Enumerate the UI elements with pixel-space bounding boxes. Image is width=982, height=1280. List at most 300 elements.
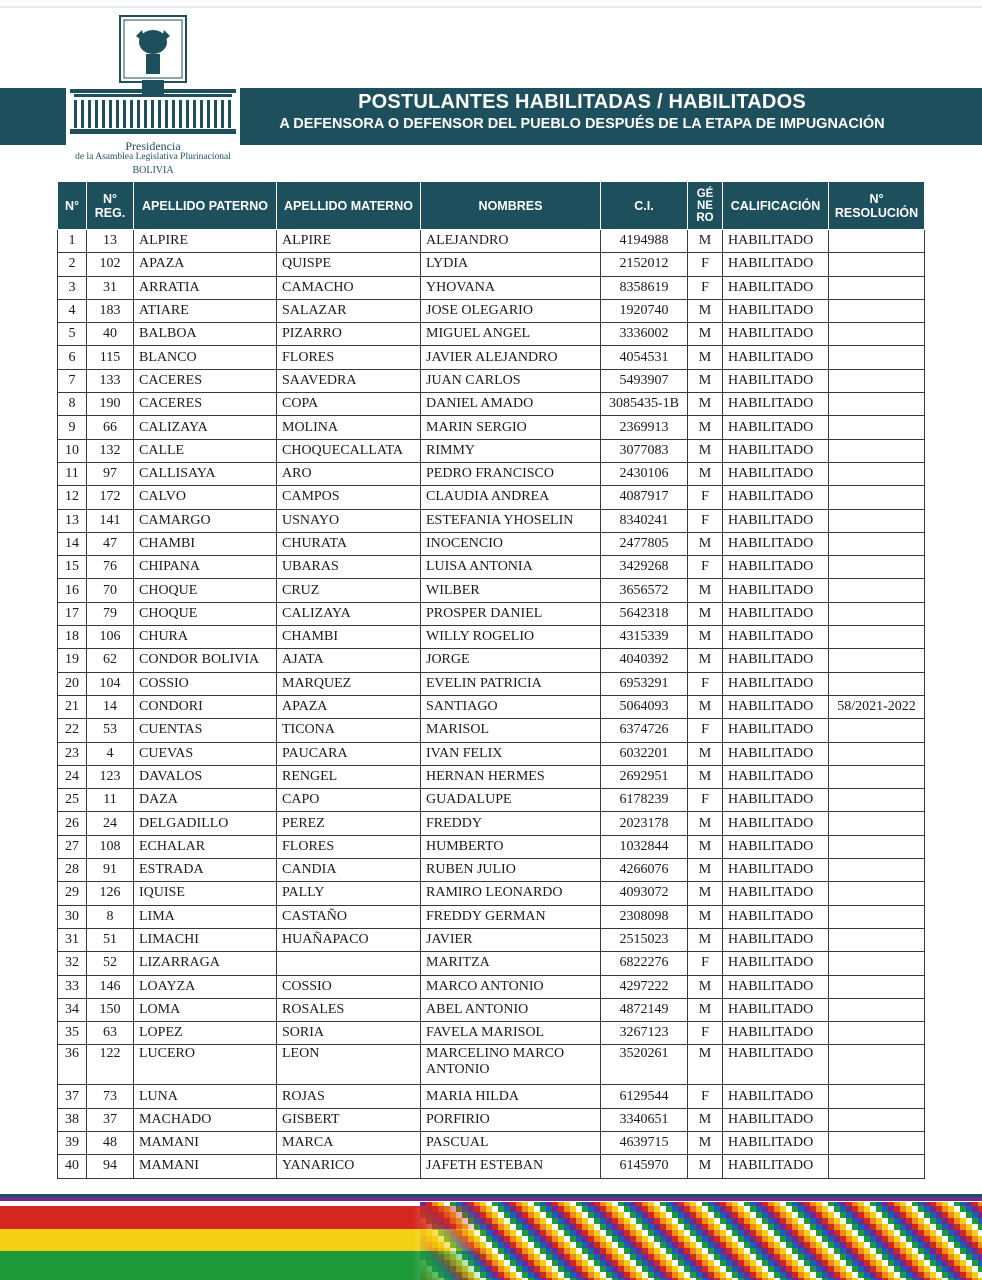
cell-qualification: HABILITADO	[723, 835, 829, 858]
cell-ci-number: 4054531	[601, 346, 688, 369]
cell-maternal-surname: COPA	[277, 393, 421, 416]
cell-resolution-number	[829, 789, 925, 812]
table-row	[58, 1022, 925, 1045]
cell-ci-number: 2308098	[601, 905, 688, 928]
cell-gender: F	[688, 672, 723, 695]
cell-given-names: IVAN FELIX	[421, 742, 601, 765]
cell-maternal-surname: FLORES	[277, 346, 421, 369]
cell-gender: M	[688, 1045, 723, 1085]
cell-maternal-surname: YANARICO	[277, 1155, 421, 1178]
cell-registry-number: 115	[87, 346, 134, 369]
cell-paternal-surname: CUEVAS	[134, 742, 277, 765]
table-body	[58, 230, 925, 1179]
cell-registry-number: 108	[87, 835, 134, 858]
logo-line-3: BOLIVIA	[132, 165, 174, 176]
bolivian-flag-wiphala-icon	[0, 1194, 982, 1280]
cell-resolution-number	[829, 742, 925, 765]
cell-resolution-number	[829, 1108, 925, 1131]
cell-gender: M	[688, 928, 723, 951]
cell-given-names: RIMMY	[421, 439, 601, 462]
cell-paternal-surname: ECHALAR	[134, 835, 277, 858]
cell-qualification: HABILITADO	[723, 789, 829, 812]
cell-maternal-surname: CASTAÑO	[277, 905, 421, 928]
table-row	[58, 626, 925, 649]
cell-registry-number: 97	[87, 462, 134, 485]
cell-maternal-surname: AJATA	[277, 649, 421, 672]
cell-row-number: 12	[58, 486, 87, 509]
cell-ci-number: 6178239	[601, 789, 688, 812]
cell-resolution-number	[829, 1085, 925, 1108]
cell-registry-number: 73	[87, 1085, 134, 1108]
cell-maternal-surname: CHURATA	[277, 532, 421, 555]
cell-row-number: 19	[58, 649, 87, 672]
cell-qualification: HABILITADO	[723, 532, 829, 555]
cell-resolution-number	[829, 509, 925, 532]
cell-gender: M	[688, 742, 723, 765]
cell-qualification: HABILITADO	[723, 1108, 829, 1131]
cell-gender: M	[688, 626, 723, 649]
cell-paternal-surname: BLANCO	[134, 346, 277, 369]
cell-ci-number: 2152012	[601, 253, 688, 276]
cell-ci-number: 3336002	[601, 323, 688, 346]
cell-given-names: DANIEL AMADO	[421, 393, 601, 416]
cell-registry-number: 104	[87, 672, 134, 695]
cell-registry-number: 106	[87, 626, 134, 649]
cell-gender: F	[688, 952, 723, 975]
cell-ci-number: 4087917	[601, 486, 688, 509]
cell-ci-number: 4093072	[601, 882, 688, 905]
cell-maternal-surname: UBARAS	[277, 556, 421, 579]
cell-paternal-surname: DAZA	[134, 789, 277, 812]
cell-ci-number: 3340651	[601, 1108, 688, 1131]
cell-maternal-surname: HUAÑAPACO	[277, 928, 421, 951]
cell-gender: M	[688, 812, 723, 835]
cell-given-names: MARITZA	[421, 952, 601, 975]
cell-paternal-surname: CHURA	[134, 626, 277, 649]
table-row	[58, 393, 925, 416]
cell-ci-number: 2430106	[601, 462, 688, 485]
cell-resolution-number	[829, 439, 925, 462]
cell-ci-number: 8340241	[601, 509, 688, 532]
cell-gender: M	[688, 416, 723, 439]
table-row	[58, 882, 925, 905]
cell-paternal-surname: MAMANI	[134, 1131, 277, 1154]
cell-registry-number: 66	[87, 416, 134, 439]
cell-paternal-surname: LUCERO	[134, 1045, 277, 1085]
cell-paternal-surname: APAZA	[134, 253, 277, 276]
cell-row-number: 22	[58, 719, 87, 742]
cell-given-names: MARIN SERGIO	[421, 416, 601, 439]
cell-qualification: HABILITADO	[723, 905, 829, 928]
cell-gender: M	[688, 532, 723, 555]
cell-maternal-surname: ROSALES	[277, 998, 421, 1021]
cell-resolution-number	[829, 1022, 925, 1045]
cell-qualification: HABILITADO	[723, 1045, 829, 1085]
cell-gender: M	[688, 859, 723, 882]
cell-resolution-number	[829, 276, 925, 299]
cell-row-number: 6	[58, 346, 87, 369]
cell-paternal-surname: LIMACHI	[134, 928, 277, 951]
cell-registry-number: 11	[87, 789, 134, 812]
cell-row-number: 37	[58, 1085, 87, 1108]
cell-given-names: EVELIN PATRICIA	[421, 672, 601, 695]
cell-registry-number: 24	[87, 812, 134, 835]
cell-ci-number: 4040392	[601, 649, 688, 672]
table-row	[58, 719, 925, 742]
cell-gender: F	[688, 1085, 723, 1108]
cell-given-names: MARCO ANTONIO	[421, 975, 601, 998]
cell-given-names: FREDDY	[421, 812, 601, 835]
cell-ci-number: 6129544	[601, 1085, 688, 1108]
cell-gender: M	[688, 1131, 723, 1154]
cell-resolution-number	[829, 462, 925, 485]
palace-emblem-icon	[66, 14, 240, 139]
cell-maternal-surname: CAMACHO	[277, 276, 421, 299]
cell-qualification: HABILITADO	[723, 486, 829, 509]
cell-row-number: 10	[58, 439, 87, 462]
cell-given-names: JAVIER ALEJANDRO	[421, 346, 601, 369]
cell-given-names: YHOVANA	[421, 276, 601, 299]
table-row	[58, 952, 925, 975]
cell-row-number: 7	[58, 369, 87, 392]
cell-ci-number: 3077083	[601, 439, 688, 462]
cell-row-number: 28	[58, 859, 87, 882]
cell-paternal-surname: ALPIRE	[134, 230, 277, 253]
cell-paternal-surname: LIMA	[134, 905, 277, 928]
cell-resolution-number	[829, 230, 925, 253]
cell-given-names: PROSPER DANIEL	[421, 602, 601, 625]
cell-given-names: INOCENCIO	[421, 532, 601, 555]
cell-maternal-surname: MARQUEZ	[277, 672, 421, 695]
cell-gender: M	[688, 369, 723, 392]
cell-maternal-surname: USNAYO	[277, 509, 421, 532]
cell-resolution-number	[829, 369, 925, 392]
cell-resolution-number	[829, 1155, 925, 1178]
cell-ci-number: 4639715	[601, 1131, 688, 1154]
cell-gender: M	[688, 882, 723, 905]
cell-qualification: HABILITADO	[723, 719, 829, 742]
cell-ci-number: 2515023	[601, 928, 688, 951]
cell-gender: M	[688, 393, 723, 416]
cell-row-number: 29	[58, 882, 87, 905]
cell-qualification: HABILITADO	[723, 695, 829, 718]
cell-row-number: 17	[58, 602, 87, 625]
cell-row-number: 15	[58, 556, 87, 579]
cell-qualification: HABILITADO	[723, 882, 829, 905]
cell-paternal-surname: LIZARRAGA	[134, 952, 277, 975]
cell-gender: M	[688, 439, 723, 462]
cell-ci-number: 4194988	[601, 230, 688, 253]
cell-maternal-surname: CAMPOS	[277, 486, 421, 509]
cell-registry-number: 190	[87, 393, 134, 416]
cell-qualification: HABILITADO	[723, 509, 829, 532]
cell-qualification: HABILITADO	[723, 323, 829, 346]
cell-qualification: HABILITADO	[723, 462, 829, 485]
cell-ci-number: 4297222	[601, 975, 688, 998]
cell-resolution-number	[829, 649, 925, 672]
cell-registry-number: 122	[87, 1045, 134, 1085]
cell-registry-number: 172	[87, 486, 134, 509]
cell-row-number: 40	[58, 1155, 87, 1178]
cell-registry-number: 4	[87, 742, 134, 765]
cell-resolution-number	[829, 253, 925, 276]
cell-gender: M	[688, 905, 723, 928]
cell-given-names: JAFETH ESTEBAN	[421, 1155, 601, 1178]
cell-resolution-number	[829, 602, 925, 625]
table-row	[58, 230, 925, 253]
cell-ci-number: 2023178	[601, 812, 688, 835]
cell-paternal-surname: CALVO	[134, 486, 277, 509]
cell-maternal-surname: ROJAS	[277, 1085, 421, 1108]
cell-row-number: 21	[58, 695, 87, 718]
cell-gender: M	[688, 230, 723, 253]
cell-qualification: HABILITADO	[723, 1131, 829, 1154]
cell-resolution-number	[829, 905, 925, 928]
cell-resolution-number	[829, 998, 925, 1021]
cell-ci-number: 5064093	[601, 695, 688, 718]
cell-gender: F	[688, 276, 723, 299]
cell-maternal-surname: SORIA	[277, 1022, 421, 1045]
cell-resolution-number	[829, 393, 925, 416]
cell-row-number: 30	[58, 905, 87, 928]
cell-row-number: 3	[58, 276, 87, 299]
cell-maternal-surname: RENGEL	[277, 765, 421, 788]
cell-maternal-surname: CRUZ	[277, 579, 421, 602]
table-row	[58, 579, 925, 602]
cell-resolution-number: 58/2021-2022	[829, 695, 925, 718]
cell-gender: M	[688, 765, 723, 788]
cell-qualification: HABILITADO	[723, 1085, 829, 1108]
table-row	[58, 1155, 925, 1178]
cell-ci-number: 4315339	[601, 626, 688, 649]
cell-given-names: JUAN CARLOS	[421, 369, 601, 392]
cell-qualification: HABILITADO	[723, 299, 829, 322]
cell-resolution-number	[829, 416, 925, 439]
cell-resolution-number	[829, 1131, 925, 1154]
table-row	[58, 649, 925, 672]
cell-gender: F	[688, 486, 723, 509]
cell-row-number: 33	[58, 975, 87, 998]
cell-gender: M	[688, 346, 723, 369]
cell-given-names: CLAUDIA ANDREA	[421, 486, 601, 509]
cell-paternal-surname: CALIZAYA	[134, 416, 277, 439]
cell-paternal-surname: COSSIO	[134, 672, 277, 695]
cell-ci-number: 2692951	[601, 765, 688, 788]
table-row	[58, 1085, 925, 1108]
cell-row-number: 26	[58, 812, 87, 835]
col-header-paternal-surname: APELLIDO PATERNO	[134, 182, 277, 230]
table-row	[58, 789, 925, 812]
cell-row-number: 25	[58, 789, 87, 812]
cell-given-names: ALEJANDRO	[421, 230, 601, 253]
cell-maternal-surname: CANDIA	[277, 859, 421, 882]
cell-paternal-surname: MACHADO	[134, 1108, 277, 1131]
cell-registry-number: 51	[87, 928, 134, 951]
cell-given-names: ESTEFANIA YHOSELIN	[421, 509, 601, 532]
cell-qualification: HABILITADO	[723, 998, 829, 1021]
cell-row-number: 36	[58, 1045, 87, 1085]
table-row	[58, 346, 925, 369]
table-row	[58, 416, 925, 439]
cell-registry-number: 102	[87, 253, 134, 276]
cell-resolution-number	[829, 299, 925, 322]
cell-gender: F	[688, 719, 723, 742]
table-row	[58, 509, 925, 532]
table-header-row	[58, 182, 925, 230]
cell-maternal-surname: PAUCARA	[277, 742, 421, 765]
cell-registry-number: 47	[87, 532, 134, 555]
cell-resolution-number	[829, 835, 925, 858]
cell-gender: M	[688, 695, 723, 718]
cell-given-names: FAVELA MARISOL	[421, 1022, 601, 1045]
cell-given-names: MARISOL	[421, 719, 601, 742]
table-row	[58, 556, 925, 579]
cell-paternal-surname: CACERES	[134, 369, 277, 392]
table-row	[58, 276, 925, 299]
cell-gender: F	[688, 556, 723, 579]
cell-given-names: ABEL ANTONIO	[421, 998, 601, 1021]
cell-row-number: 4	[58, 299, 87, 322]
cell-qualification: HABILITADO	[723, 812, 829, 835]
cell-row-number: 2	[58, 253, 87, 276]
cell-maternal-surname	[277, 952, 421, 975]
cell-resolution-number	[829, 719, 925, 742]
cell-ci-number: 6374726	[601, 719, 688, 742]
cell-registry-number: 123	[87, 765, 134, 788]
col-header-qualification: CALIFICACIÓN	[723, 182, 829, 230]
cell-resolution-number	[829, 952, 925, 975]
cell-registry-number: 8	[87, 905, 134, 928]
cell-ci-number: 4872149	[601, 998, 688, 1021]
cell-maternal-surname: ARO	[277, 462, 421, 485]
cell-row-number: 20	[58, 672, 87, 695]
cell-given-names: WILLY ROGELIO	[421, 626, 601, 649]
table-row	[58, 859, 925, 882]
cell-gender: M	[688, 462, 723, 485]
cell-row-number: 14	[58, 532, 87, 555]
cell-registry-number: 183	[87, 299, 134, 322]
cell-registry-number: 79	[87, 602, 134, 625]
cell-paternal-surname: CALLISAYA	[134, 462, 277, 485]
cell-qualification: HABILITADO	[723, 672, 829, 695]
cell-row-number: 23	[58, 742, 87, 765]
cell-resolution-number	[829, 579, 925, 602]
cell-row-number: 38	[58, 1108, 87, 1131]
cell-ci-number: 6822276	[601, 952, 688, 975]
cell-registry-number: 53	[87, 719, 134, 742]
cell-registry-number: 141	[87, 509, 134, 532]
cell-row-number: 1	[58, 230, 87, 253]
cell-registry-number: 94	[87, 1155, 134, 1178]
cell-registry-number: 91	[87, 859, 134, 882]
cell-resolution-number	[829, 323, 925, 346]
cell-paternal-surname: ARRATIA	[134, 276, 277, 299]
cell-maternal-surname: GISBERT	[277, 1108, 421, 1131]
cell-qualification: HABILITADO	[723, 253, 829, 276]
cell-resolution-number	[829, 859, 925, 882]
cell-ci-number: 3267123	[601, 1022, 688, 1045]
cell-given-names: JOSE OLEGARIO	[421, 299, 601, 322]
cell-qualification: HABILITADO	[723, 393, 829, 416]
cell-qualification: HABILITADO	[723, 859, 829, 882]
cell-ci-number: 2369913	[601, 416, 688, 439]
cell-row-number: 35	[58, 1022, 87, 1045]
cell-paternal-surname: LUNA	[134, 1085, 277, 1108]
cell-gender: M	[688, 1155, 723, 1178]
cell-qualification: HABILITADO	[723, 975, 829, 998]
cell-given-names: RUBEN JULIO	[421, 859, 601, 882]
page-title: POSTULANTES HABILITADAS / HABILITADOS	[358, 91, 806, 113]
cell-paternal-surname: BALBOA	[134, 323, 277, 346]
cell-resolution-number	[829, 486, 925, 509]
col-header-gender: GÉ NE RO	[688, 182, 723, 230]
cell-ci-number: 1920740	[601, 299, 688, 322]
cell-maternal-surname: LEON	[277, 1045, 421, 1085]
cell-maternal-surname: ALPIRE	[277, 230, 421, 253]
table-row	[58, 998, 925, 1021]
cell-gender: F	[688, 253, 723, 276]
cell-maternal-surname: CAPO	[277, 789, 421, 812]
cell-registry-number: 76	[87, 556, 134, 579]
cell-registry-number: 48	[87, 1131, 134, 1154]
cell-row-number: 34	[58, 998, 87, 1021]
cell-resolution-number	[829, 346, 925, 369]
cell-registry-number: 70	[87, 579, 134, 602]
cell-qualification: HABILITADO	[723, 765, 829, 788]
cell-row-number: 24	[58, 765, 87, 788]
table-row	[58, 1108, 925, 1131]
col-header-number: N°	[58, 182, 87, 230]
cell-ci-number: 3520261	[601, 1045, 688, 1085]
footer-flag-band	[0, 1194, 982, 1280]
cell-row-number: 9	[58, 416, 87, 439]
cell-registry-number: 13	[87, 230, 134, 253]
cell-qualification: HABILITADO	[723, 439, 829, 462]
cell-maternal-surname: MARCA	[277, 1131, 421, 1154]
table-row	[58, 253, 925, 276]
cell-given-names: LYDIA	[421, 253, 601, 276]
cell-row-number: 11	[58, 462, 87, 485]
cell-gender: F	[688, 509, 723, 532]
cell-registry-number: 14	[87, 695, 134, 718]
cell-row-number: 18	[58, 626, 87, 649]
cell-ci-number: 6145970	[601, 1155, 688, 1178]
cell-paternal-surname: LOAYZA	[134, 975, 277, 998]
cell-gender: F	[688, 1022, 723, 1045]
table-row	[58, 439, 925, 462]
cell-gender: M	[688, 323, 723, 346]
logo-line-2: de la Asamblea Legislativa Plurinacional	[75, 152, 231, 162]
cell-registry-number: 62	[87, 649, 134, 672]
cell-given-names: PASCUAL	[421, 1131, 601, 1154]
table-row	[58, 835, 925, 858]
cell-row-number: 31	[58, 928, 87, 951]
cell-qualification: HABILITADO	[723, 649, 829, 672]
col-header-resolution: N° RESOLUCIÓN	[829, 182, 925, 230]
cell-qualification: HABILITADO	[723, 230, 829, 253]
cell-gender: M	[688, 299, 723, 322]
cell-given-names: RAMIRO LEONARDO	[421, 882, 601, 905]
candidates-table	[57, 181, 925, 1179]
cell-gender: F	[688, 789, 723, 812]
cell-registry-number: 37	[87, 1108, 134, 1131]
table-row	[58, 299, 925, 322]
cell-qualification: HABILITADO	[723, 556, 829, 579]
cell-resolution-number	[829, 532, 925, 555]
cell-qualification: HABILITADO	[723, 579, 829, 602]
cell-maternal-surname: PALLY	[277, 882, 421, 905]
cell-maternal-surname: MOLINA	[277, 416, 421, 439]
